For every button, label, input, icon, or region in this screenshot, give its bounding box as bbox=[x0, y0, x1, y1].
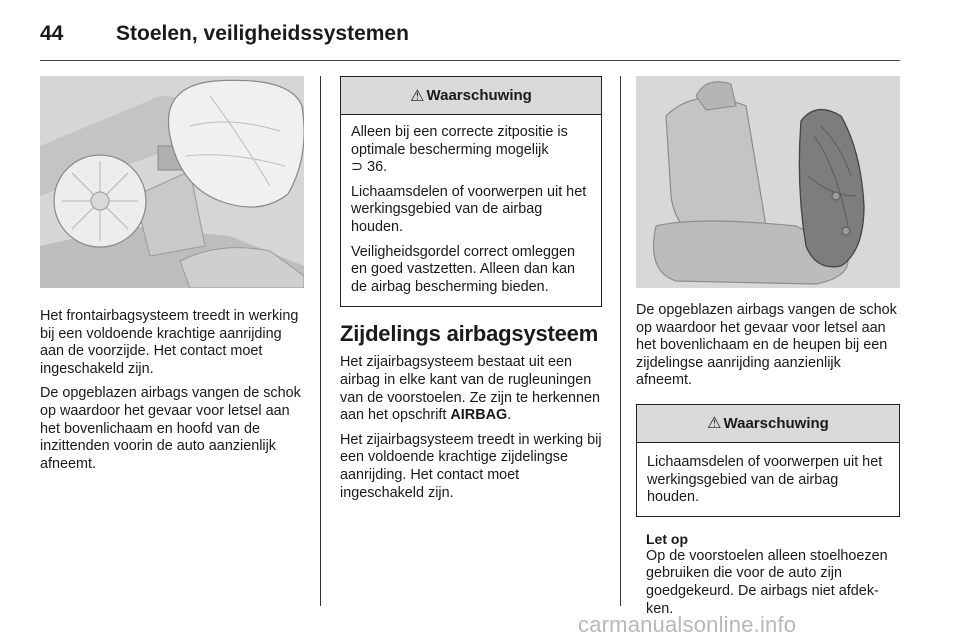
warning-box-2-paragraph-1: Lichaamsdelen of voorwerpen uit het werkingsgebied van de airbag houden. bbox=[647, 453, 883, 506]
warning-text-seating: Alleen bij een correcte zitpositie is optimale bescherming mogelijk bbox=[351, 124, 568, 158]
column-divider-2 bbox=[620, 76, 621, 606]
page-header bbox=[40, 14, 900, 62]
front-airbag-paragraph-1: Het frontairbagsysteem treedt in werking bij een voldoende krachtige aanrijding aan de voorzijde. Het contact moet ingeschakeld zijn. bbox=[40, 308, 299, 377]
warning-triangle-icon: ⚠ bbox=[707, 415, 722, 433]
column-divider-1 bbox=[320, 76, 321, 606]
watermark: carmanualsonline.info bbox=[578, 612, 797, 637]
note-text: Op de voorstoelen alleen stoelhoezen gebruiken die voor de auto zijn goedgekeurd. De airbags niet afdekken. bbox=[646, 547, 888, 617]
warning-box-1 bbox=[340, 76, 602, 307]
section-title: Zijdelings airbagsysteem bbox=[340, 321, 599, 347]
header-rule bbox=[40, 60, 900, 61]
column-3 bbox=[636, 76, 900, 618]
side-airbag-effect-paragraph: De opgeblazen airbags vangen de schok op waardoor het gevaar voor letsel aan het bovenlichaam en de heupen bij een zijdelingse aanrijding aanzienlijk afneemt. bbox=[636, 302, 897, 389]
page-number: 44 bbox=[40, 22, 64, 45]
warning-box-2-title: Waarschuwing bbox=[723, 414, 829, 432]
column-2 bbox=[340, 76, 602, 502]
page-title: Stoelen, veiligheidssystemen bbox=[116, 22, 409, 45]
sentence-end: . bbox=[507, 407, 512, 424]
side-airbag-illustration bbox=[636, 76, 900, 288]
warning-triangle-icon: ⚠ bbox=[410, 87, 425, 105]
side-airbag-paragraph-2: Het zijairbagsysteem treedt in werking bij een voldoende krachtige zijdelingse aanrijding. Het contact moet ingeschakeld zijn. bbox=[340, 431, 602, 501]
front-airbag-illustration bbox=[40, 76, 304, 288]
note-block bbox=[636, 531, 900, 618]
page-reference[interactable]: 36. bbox=[367, 159, 388, 176]
warning-box-1-title: Waarschuwing bbox=[426, 87, 532, 104]
warning-box-1-header bbox=[341, 77, 601, 115]
side-airbag-paragraph-1 bbox=[340, 354, 602, 424]
warning-box-2 bbox=[636, 404, 900, 517]
side-airbag-text: Het zijairbagsysteem bestaat uit een airbag in elke kant van de rugleuningen van de voorstoelen. Ze zijn te herkennen aan het opschrift bbox=[340, 354, 600, 424]
note-title: Let op bbox=[646, 530, 688, 547]
front-airbag-paragraph-2: De opgeblazen airbags vangen de schok op waardoor het gevaar voor letsel aan het bovenlichaam en hoofd van de inzittenden voorin de auto aanzienlijk afneemt. bbox=[40, 385, 301, 472]
warning-box-1-paragraph-1 bbox=[351, 124, 591, 177]
warning-box-1-paragraph-2: Lichaamsdelen of voorwerpen uit het werkingsgebied van de airbag houden. bbox=[351, 183, 587, 235]
airbag-label: AIRBAG bbox=[450, 407, 508, 424]
page-reference-symbol: ⊃ bbox=[351, 159, 364, 176]
column-1 bbox=[40, 76, 304, 473]
warning-box-2-header bbox=[637, 405, 899, 443]
warning-box-1-paragraph-3: Veiligheidsgordel correct omleggen en goed vastzetten. Alleen dan kan de airbag bescherming bieden. bbox=[351, 243, 576, 295]
